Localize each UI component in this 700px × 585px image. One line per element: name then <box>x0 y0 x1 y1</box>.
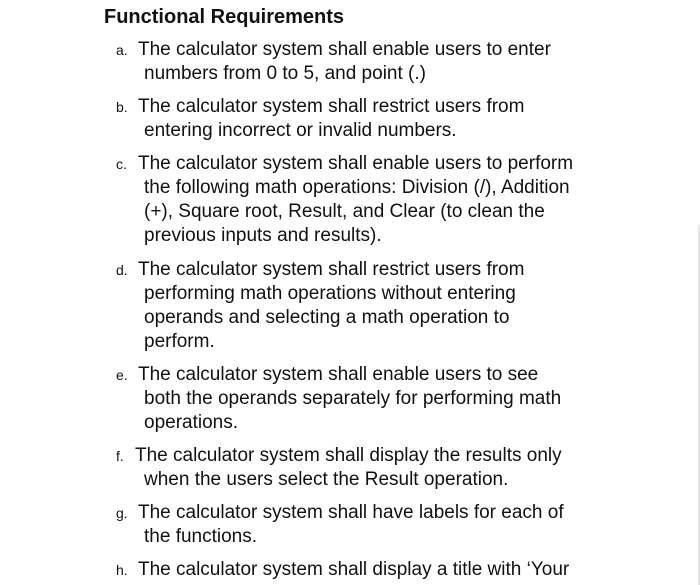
requirement-line: (+), Square root, Result, and Clear (to clean the <box>144 201 545 222</box>
requirement-line: previous inputs and results). <box>144 225 382 246</box>
requirement-text <box>138 501 564 549</box>
requirement-line: The calculator system shall enable users to see <box>138 364 539 385</box>
requirement-line: operands and selecting a math operation to <box>144 307 510 328</box>
requirement-line: The calculator system shall restrict users from <box>138 259 525 280</box>
requirement-text <box>138 152 573 248</box>
requirement-line: The calculator system shall restrict users from <box>138 96 525 117</box>
requirement-line: The calculator system shall display a title with ‘Your <box>138 559 570 580</box>
requirement-line: entering incorrect or invalid numbers. <box>144 120 457 141</box>
requirement-line: operations. <box>144 412 239 433</box>
requirement-line: The calculator system shall enable users to perform <box>138 153 574 174</box>
requirement-line: performing math operations without entering <box>144 283 516 304</box>
requirement-marker: h. <box>116 562 128 578</box>
requirement-text <box>135 444 562 492</box>
section-heading: Functional Requirements <box>104 6 345 28</box>
requirement-line: the functions. <box>144 526 258 547</box>
requirement-text <box>138 258 524 354</box>
requirement-marker: d. <box>116 262 128 278</box>
requirement-line: The calculator system shall display the results only <box>135 445 562 466</box>
requirement-text <box>138 363 561 435</box>
requirement-line: when the users select the Result operation. <box>144 469 509 490</box>
requirement-line: perform. <box>144 331 215 352</box>
requirement-marker: c. <box>116 156 127 172</box>
requirement-line: both the operands separately for performing math <box>144 388 562 409</box>
requirement-line: numbers from 0 to 5, and point (.) <box>144 63 426 84</box>
requirement-marker: g. <box>116 505 128 521</box>
requirement-line: The calculator system shall have labels for each of <box>138 502 564 523</box>
requirement-line: The calculator system shall enable users to enter <box>138 39 551 60</box>
requirement-text <box>138 38 551 86</box>
requirement-marker: f. <box>116 448 124 464</box>
requirement-line: the following math operations: Division (/), Addition <box>144 177 570 198</box>
requirement-marker: a. <box>116 42 128 58</box>
requirement-marker: e. <box>116 367 128 383</box>
requirement-text <box>138 558 569 582</box>
requirement-text <box>138 95 524 143</box>
requirement-marker: b. <box>116 99 128 115</box>
